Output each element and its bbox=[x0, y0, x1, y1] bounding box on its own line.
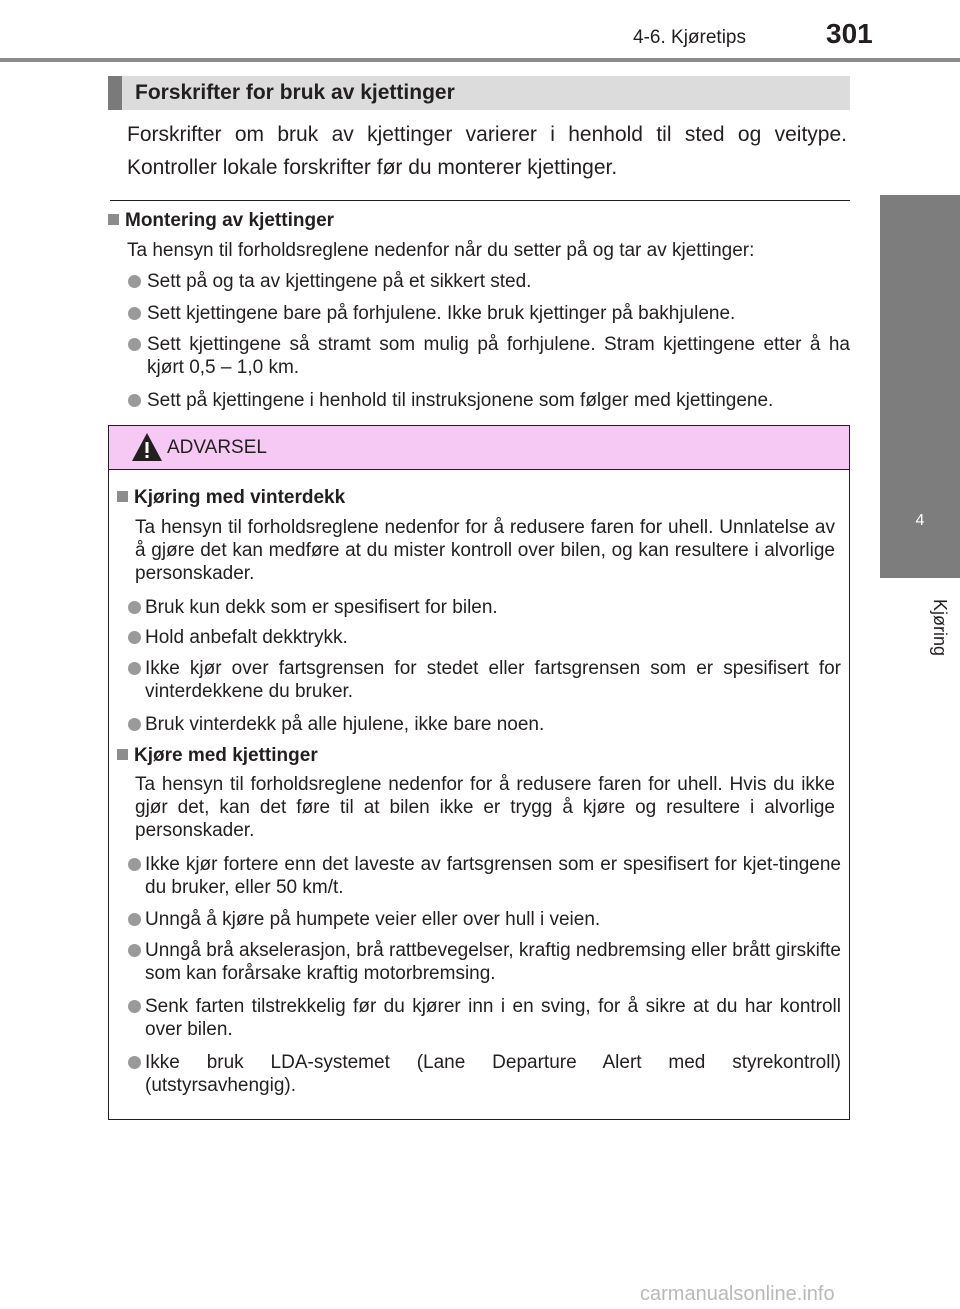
bullet-icon bbox=[128, 1000, 141, 1013]
square-bullet-icon bbox=[108, 214, 119, 225]
bullet-icon bbox=[128, 913, 141, 926]
header-rule bbox=[0, 58, 960, 62]
mounting-heading: Montering av kjettinger bbox=[108, 209, 850, 232]
bullet-icon bbox=[128, 858, 141, 871]
square-bullet-icon bbox=[117, 491, 128, 502]
chapter-tab-number: 4 bbox=[915, 512, 925, 529]
chains-lead: Ta hensyn til forholdsreglene nedenfor for å redusere faren for uhell. Hvis du ikke gjør det, kan det føre til at bilen ikke er trygg å kjøre og resultere i alvorlige personskader. bbox=[135, 774, 835, 841]
warning-box: ADVARSEL Kjøring med vinterdekk Ta hensyn til forholdsreglene nedenfor for å redusere faren for uhell. Unnlatelse av å gjøre det kan medføre at du mister kontroll over bilen, og kan resultere i alvorlige personskader. Bruk kun dekk som er spesifisert for bilen. Hold anbefalt dekktrykk. Ikke kjør over fartsgrensen for stedet eller fartsgrensen som er spesifisert for vinterdekkene du bruker. Bruk vinterdekk på alle hjulene, ikke bare noen. Kjøre med kjettinger Ta hensyn til forholdsreglene nedenfor for å redusere faren for uhell. Hvis du ikke gjør det, kan det føre til at bilen ikke er trygg å kjøre og resultere i alvorlige personskader. Ikke kjør fortere enn det laveste av fartsgrensen som er spesifisert for kjet-tingene du bruker, eller 50 km/t. Unngå å kjøre på humpete veier eller over hull i veien. Unngå brå akselerasjon, brå rattbevegelser, kraftig nedbremsing eller brått girskifte som kan forårsake kraftig motorbremsing. Senk farten tilstrekkelig før du kjører inn i en sving, for å sikre at du har kontroll over bilen. Ikke bruk LDA-systemet (Lane Departure Alert med styrekontroll) (utstyrsavhengig). bbox=[108, 425, 850, 1120]
bullet-icon bbox=[128, 275, 141, 288]
winter-heading: Kjøring med vinterdekk bbox=[117, 486, 841, 509]
bullet-icon bbox=[128, 338, 141, 351]
chains-heading: Kjøre med kjettinger bbox=[117, 744, 841, 767]
section-heading-text: Forskrifter for bruk av kjettinger bbox=[135, 81, 455, 104]
mounting-lead: Ta hensyn til forholdsreglene nedenfor når du setter på og tar av kjettinger: bbox=[127, 240, 755, 261]
bullet-icon bbox=[128, 1056, 141, 1069]
bullet-icon bbox=[128, 662, 141, 675]
page-number: 301 bbox=[826, 18, 873, 49]
chapter-tab-label: Kjøring bbox=[930, 599, 950, 657]
watermark: carmanualsonline.info bbox=[640, 1283, 835, 1305]
bullet-icon bbox=[128, 601, 141, 614]
section-heading bbox=[108, 76, 850, 110]
bullet-icon bbox=[128, 944, 141, 957]
warning-triangle-icon bbox=[131, 432, 163, 462]
bullet-icon bbox=[128, 307, 141, 320]
warning-header bbox=[109, 426, 849, 470]
header-section-title: 4-6. Kjøretips bbox=[633, 27, 746, 48]
bullet-icon bbox=[128, 394, 141, 407]
section-intro: Forskrifter om bruk av kjettinger varierer i henhold til sted og veitype. Kontroller lokale forskrifter før du monterer kjettinger. bbox=[127, 123, 847, 179]
divider bbox=[110, 200, 850, 201]
square-bullet-icon bbox=[117, 749, 128, 760]
bullet-icon bbox=[128, 631, 141, 644]
warning-title: ADVARSEL bbox=[167, 437, 267, 458]
bullet-icon bbox=[128, 718, 141, 731]
winter-lead: Ta hensyn til forholdsreglene nedenfor for å redusere faren for uhell. Unnlatelse av å gjøre det kan medføre at du mister kontroll over bilen, og kan resultere i alvorlige personskader. bbox=[135, 517, 835, 584]
